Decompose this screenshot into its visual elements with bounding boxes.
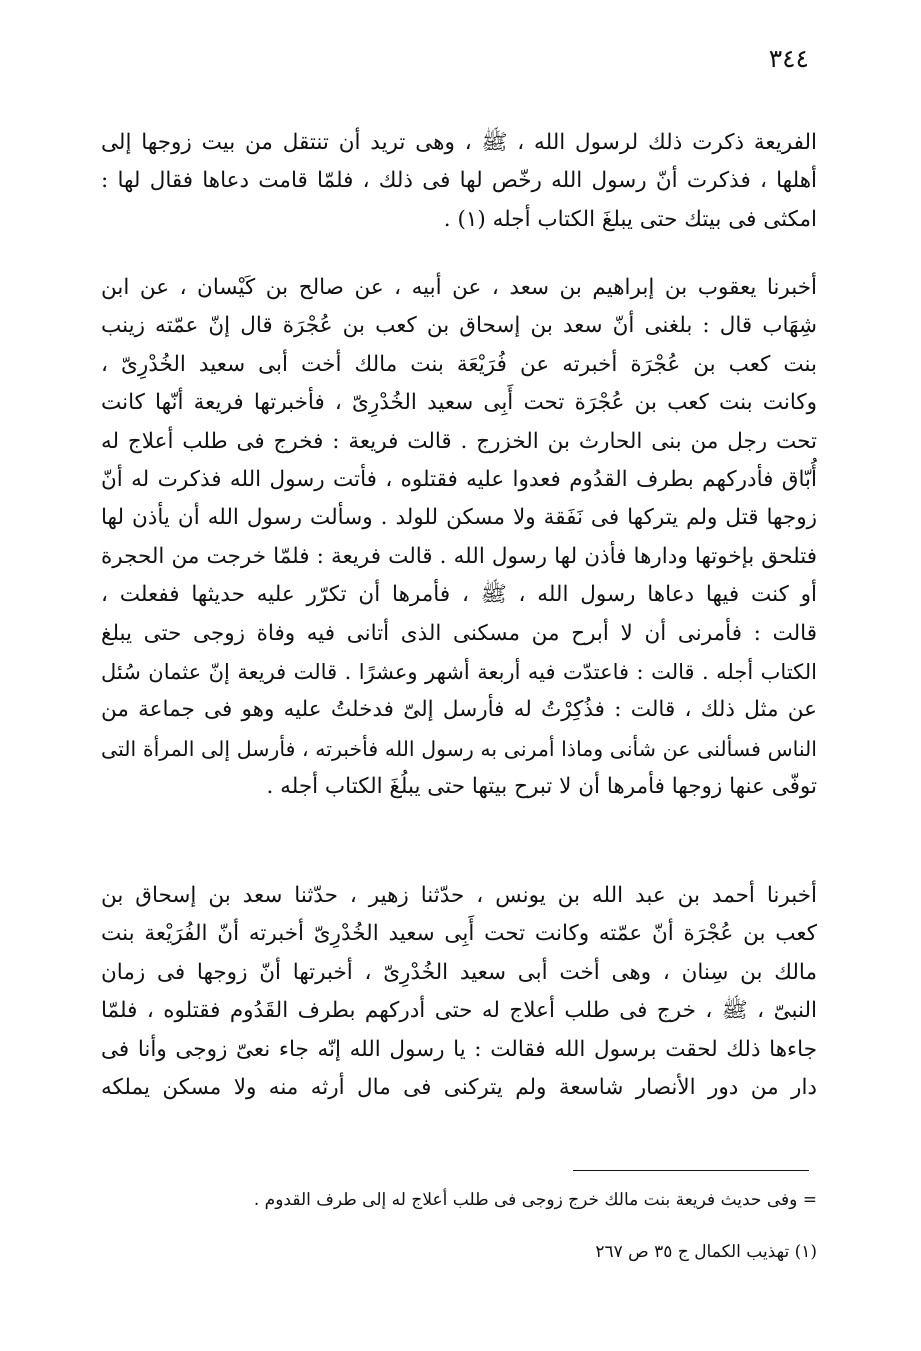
footnotes <box>101 1180 817 1272</box>
text-line: وكانت بنت كعب بن عُجْرَة تحت أَبِى سعيد الخُدْرِىّ ، فأخبرتها فريعة أنّها كانت <box>101 390 817 416</box>
text-line: أو كنت فيها دعاها رسول الله ، ﷺ ، فأمرها أن تكرّر عليه حديثها ففعلت ، <box>101 582 817 608</box>
footnote-1: (١) تهذيب الكمال ج ٣٥ ص ٢٦٧ <box>595 1242 817 1262</box>
text-line: تحت رجل من بنى الحارث بن الخزرج . قالت فريعة : فخرج فى طلب أعلاج له <box>101 428 817 454</box>
text-line: دار من دور الأنصار شاسعة ولم يتركنى فى مال أرثه منه ولا مسكن يملكه <box>101 1074 817 1100</box>
text-line: شِهَاب قال : بلغنى أنّ سعد بن إسحاق بن كعب بن عُجْرَة قال إنّ عمّته زينب <box>101 313 817 339</box>
text-line: فتلحق بإخوتها ودارها فأذن لها رسول الله . قالت فريعة : فلمّا خرجت من الحجرة <box>101 543 817 569</box>
page-number: ٣٤٤ <box>768 44 809 73</box>
text-line: الكتاب أجله . قالت : فاعتدّت فيه أربعة أشهر وعشرًا . قالت فريعة إنّ عثمان سُئل <box>101 659 817 684</box>
text-line: أهلها ، فذكرت أنّ رسول الله رخّص لها فى ذلك ، فلمّا قامت دعاها فقال لها : <box>101 168 817 194</box>
text-line: أُبّاق فأدركهم بطرف القدُوم فعدوا عليه فقتلوه ، فأتت رسول الله فذكرت له أنّ <box>101 466 817 492</box>
text-line: أخبرنا يعقوب بن إبراهيم بن سعد ، عن أبيه ، عن صالح بن كَيْسان ، عن ابن <box>101 275 817 300</box>
text-line: امكثى فى بيتك حتى يبلغَ الكتاب أجله (١) . <box>443 206 817 232</box>
paragraph-1 <box>101 124 817 239</box>
text-line: النبىّ ، ﷺ ، خرج فى طلب أعلاج له حتى أدركهم بطرف القَدُوم فقتلوه ، فلمّا <box>101 998 817 1024</box>
text-line: جاءها ذلك لحقت برسول الله فقالت : يا رسول الله إنّه جاء نعىّ زوجى وأنا فى <box>101 1036 817 1062</box>
text-line: قالت : فأمرنى أن لا أبرح من مسكنى الذى أتانى فيه وفاة زوجى حتى يبلغ <box>101 620 817 646</box>
text-line: مالك بن سِنان ، وهى أخت أبى سعيد الخُدْرِىّ ، أخبرتها أنّ زوجها فى زمان <box>101 959 817 985</box>
paragraph-3 <box>101 877 817 1107</box>
text-line: بنت كعب بن عُجْرَة أخبرته عن فُرَيْعَة بنت مالك أخت أبى سعيد الخُدْرِىّ ، <box>101 351 817 377</box>
text-line: الفريعة ذكرت ذلك لرسول الله ، ﷺ ، وهى تريد أن تنتقل من بيت زوجها إلى <box>101 130 817 155</box>
text-line: توفّى عنها زوجها فأمرها أن لا تبرح بيتها حتى يبلُغَ الكتاب أجله . <box>266 774 817 800</box>
footnote-continuation: = وفى حديث فريعة بنت مالك خرج زوجى فى طلب أعلاج له إلى طرف القدوم . <box>253 1190 817 1210</box>
text-line: الناس فسألنى عن شأنى وماذا أمرنى به رسول الله فأخبرته ، فأرسل إلى المرأة التى <box>101 736 817 761</box>
footnote-divider <box>573 1170 809 1171</box>
text-line: أخبرنا أحمد بن عبد الله بن يونس ، حدّثنا زهير ، حدّثنا سعد بن إسحاق بن <box>101 883 817 908</box>
text-line: كعب بن عُجْرَة أنّ عمّته وكانت تحت أَبِى سعيد الخُدْرِىّ أخبرته أنّ الفُرَيْعة بنت <box>101 921 817 947</box>
text-line: زوجها قتل ولم يتركها فى نَفَقة ولا مسكن للولد . وسألت رسول الله أن يأذن لها <box>101 505 817 531</box>
paragraph-2 <box>101 269 817 806</box>
text-line: عن مثل ذلك ، قالت : فذُكِرْتُ له فأرسل إلىّ فدخلتُ عليه وهو فى جماعة من <box>101 697 817 723</box>
